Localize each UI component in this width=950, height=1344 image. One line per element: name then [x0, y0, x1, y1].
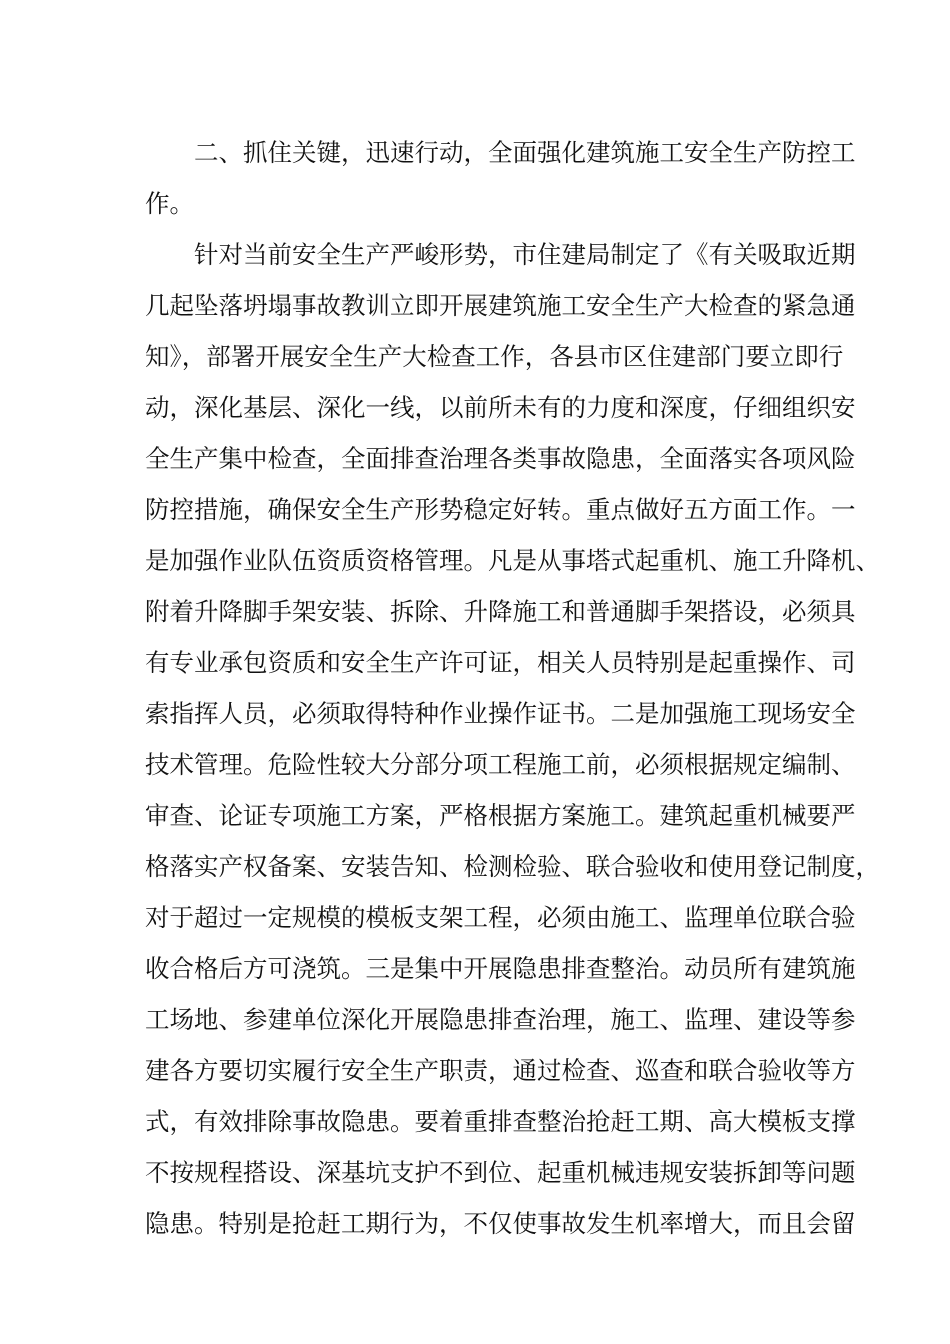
body-line: 全生产集中检查，全面排查治理各类事故隐患，全面落实各项风险: [145, 444, 856, 473]
body-line: 是加强作业队伍资质资格管理。凡是从事塔式起重机、施工升降机、: [145, 546, 880, 575]
body-line: 技术管理。危险性较大分部分项工程施工前，必须根据规定编制、: [145, 750, 856, 779]
body-line: 格落实产权备案、安装告知、检测检验、联合验收和使用登记制度，: [145, 852, 880, 881]
body-line: 建各方要切实履行安全生产职责，通过检查、巡查和联合验收等方: [145, 1056, 856, 1085]
body-line: 几起坠落坍塌事故教训立即开展建筑施工安全生产大检查的紧急通: [145, 291, 856, 320]
body-line: 式，有效排除事故隐患。要着重排查整治抢赶工期、高大模板支撑: [145, 1107, 856, 1136]
body-line: 收合格后方可浇筑。三是集中开展隐患排查整治。动员所有建筑施: [145, 954, 856, 983]
body-line: 附着升降脚手架安装、拆除、升降施工和普通脚手架搭设，必须具: [145, 597, 856, 626]
body-line: 索指挥人员，必须取得特种作业操作证书。二是加强施工现场安全: [145, 699, 856, 728]
body-line: 防控措施，确保安全生产形势稳定好转。重点做好五方面工作。一: [145, 495, 856, 524]
body-line: 隐患。特别是抢赶工期行为，不仅使事故发生机率增大，而且会留: [145, 1209, 856, 1238]
document-text: [145, 127, 880, 1249]
body-line: 针对当前安全生产严峻形势，市住建局制定了《有关吸取近期: [145, 240, 856, 269]
body-line: 工场地、参建单位深化开展隐患排查治理，施工、监理、建设等参: [145, 1005, 856, 1034]
body-line: 不按规程搭设、深基坑支护不到位、起重机械违规安装拆卸等问题: [145, 1158, 856, 1187]
body-line: 知》，部署开展安全生产大检查工作，各县市区住建部门要立即行: [145, 342, 844, 371]
body-line: 动，深化基层、深化一线，以前所未有的力度和深度，仔细组织安: [145, 393, 856, 422]
body-line: 审查、论证专项施工方案，严格根据方案施工。建筑起重机械要严: [145, 801, 856, 830]
section-heading-line-2: 作。: [145, 189, 194, 218]
section-heading-line-1: 二、抓住关键，迅速行动，全面强化建筑施工安全生产防控工: [145, 138, 856, 167]
body-line: 有专业承包资质和安全生产许可证，相关人员特别是起重操作、司: [145, 648, 856, 677]
body-line: 对于超过一定规模的模板支架工程，必须由施工、监理单位联合验: [145, 903, 856, 932]
